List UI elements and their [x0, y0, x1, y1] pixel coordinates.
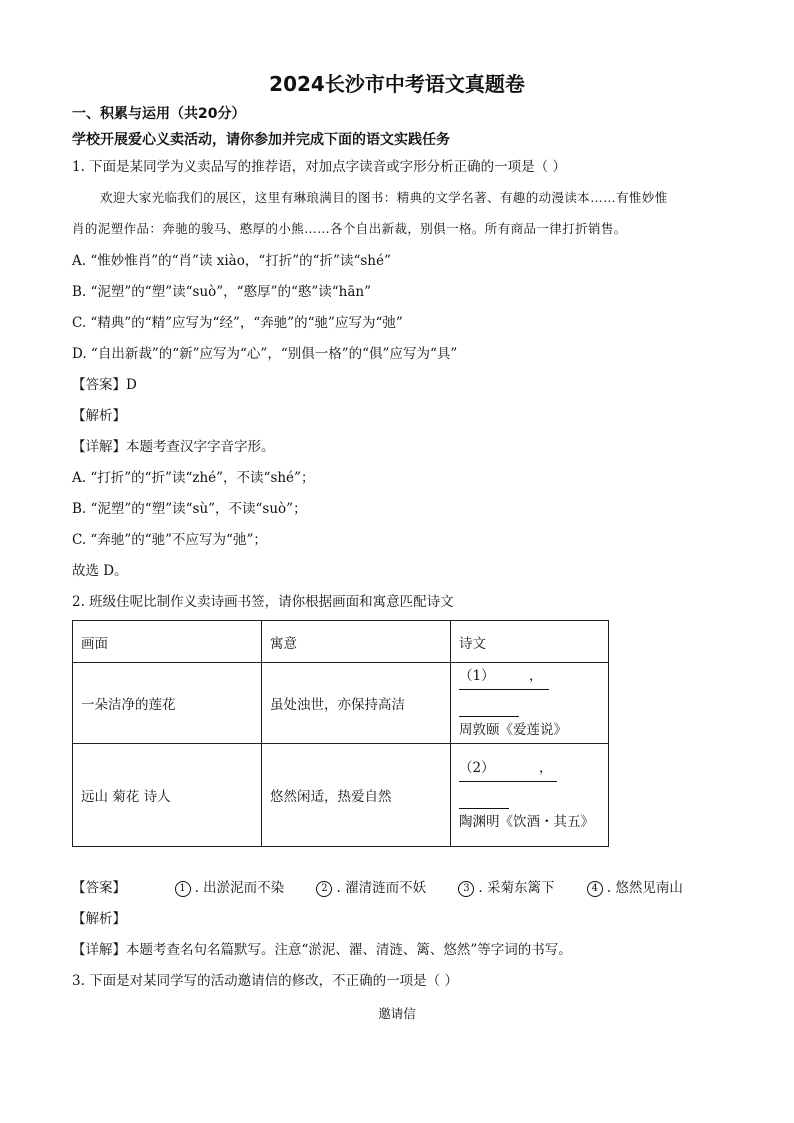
- circled-number-icon: 1: [175, 881, 191, 897]
- q1-option-d: D. “自出新裁”的“新”应写为“心”，“别俱一格”的“俱”应写为“具”: [72, 346, 458, 362]
- q1-stem: 1. 下面是某同学为义卖品写的推荐语，对加点字读音或字形分析正确的一项是（ ）: [72, 159, 566, 175]
- q2-detail: 【详解】本题考查名句名篇默写。注意“淤泥、濯、清涟、篱、悠然”等字词的书写。: [72, 942, 572, 958]
- row1-blank-1: （1）: [459, 663, 529, 690]
- q1-option-a: A. “惟妙惟肖”的“肖”读 xiào，“打折”的“折”读“shé”: [72, 253, 391, 269]
- q2-answer-1: 1 . 出淤泥而不染: [175, 878, 285, 898]
- q2-answer-2: 2 . 濯清涟而不妖: [316, 878, 426, 898]
- table-row: [73, 663, 609, 744]
- q1-detail-c: C. “奔驰”的“驰”不应写为“弛”；: [72, 532, 267, 548]
- q1-option-c: C. “精典”的“精”应写为“经”，“奔驰”的“驰”应写为“弛”: [72, 315, 403, 331]
- q1-answer: 【答案】D: [72, 377, 137, 393]
- row1-comma: ，: [529, 663, 549, 690]
- table-header-meaning: 寓意: [262, 621, 451, 663]
- q2-answer-4: 4 . 悠然见南山: [587, 878, 683, 898]
- row2-picture: 远山 菊花 诗人: [73, 744, 262, 847]
- poem-match-table: [72, 620, 609, 847]
- row2-meaning: 悠然闲适，热爱自然: [262, 744, 451, 847]
- row2-blank-1: （2）: [459, 755, 539, 782]
- table-header-row: [73, 621, 609, 663]
- q1-analysis-label: 【解析】: [72, 408, 126, 424]
- letter-title: 邀请信: [378, 1006, 416, 1021]
- task-heading: 学校开展爱心义卖活动，请你参加并完成下面的语文实践任务: [72, 132, 450, 148]
- row1-poem-cell: [451, 663, 609, 744]
- table-row: [73, 744, 609, 847]
- q1-detail-a: A. “打折”的“折”读“zhé”，不读“shé”；: [72, 470, 315, 486]
- circled-number-icon: 2: [316, 881, 332, 897]
- q1-passage-line-1: 欢迎大家光临我们的展区，这里有琳琅满目的图书：精典的文学名著、有趣的动漫读本……有惟妙惟: [100, 190, 668, 205]
- q2-analysis-label: 【解析】: [72, 911, 126, 927]
- row2-poem-cell: [451, 744, 609, 847]
- q2-answer-line: [72, 878, 711, 898]
- q2-answer-3: 3 . 采菊东篱下: [458, 878, 554, 898]
- q1-detail-b: B. “泥塑”的“塑”读“sù”，不读“suò”；: [72, 501, 307, 517]
- row1-blank-2: [459, 690, 519, 717]
- q3-stem: 3. 下面是对某同学写的活动邀请信的修改，不正确的一项是（ ）: [72, 973, 458, 989]
- circled-number-icon: 3: [458, 881, 474, 897]
- circled-number-icon: 4: [587, 881, 603, 897]
- row2-author: 陶渊明《饮酒・其五》: [459, 814, 594, 830]
- q1-detail: 【详解】本题考查汉字字音字形。: [72, 439, 275, 455]
- section-heading: 一、积累与运用（共20分）: [72, 106, 246, 122]
- row2-blank-2: [459, 782, 509, 809]
- q2-stem: 2. 班级住呢比制作义卖诗画书签，请你根据画面和寓意匹配诗文: [72, 594, 454, 610]
- q1-option-b: B. “泥塑”的“塑”读“suò”，“憨厚”的“憨”读“hān”: [72, 284, 372, 300]
- q1-passage-line-2: 肖的泥塑作品：奔驰的骏马、憨厚的小熊……各个自出新裁，别俱一格。所有商品一律打折销售。: [72, 221, 627, 236]
- row2-comma: ，: [539, 755, 557, 782]
- table-header-picture: 画面: [73, 621, 262, 663]
- row1-picture: 一朵洁净的莲花: [73, 663, 262, 744]
- q1-conclusion: 故选 D。: [72, 563, 128, 579]
- row1-author: 周敦颐《爱莲说》: [459, 722, 567, 738]
- page-title: 2024长沙市中考语文真题卷: [269, 72, 525, 96]
- table-header-poem: 诗文: [451, 621, 609, 663]
- q2-answer-label: 【答案】: [72, 880, 126, 896]
- row1-meaning: 虽处浊世，亦保持高洁: [262, 663, 451, 744]
